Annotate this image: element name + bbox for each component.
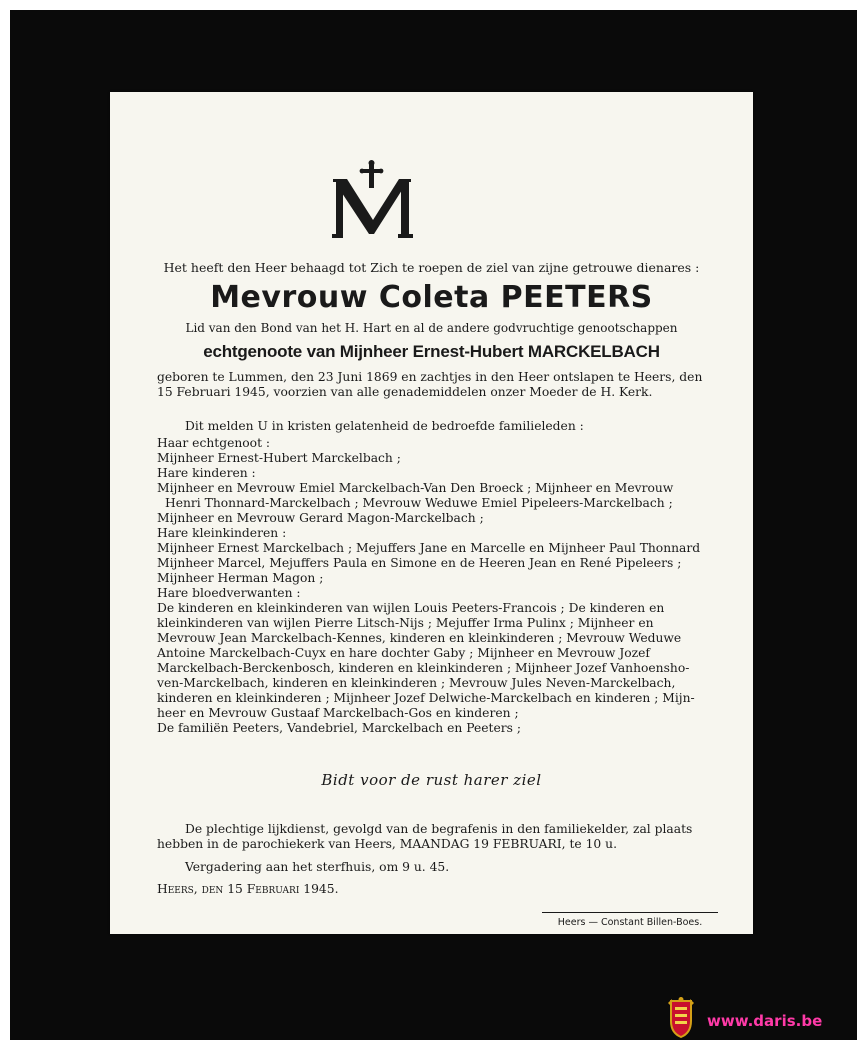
memorial-card xyxy=(110,92,753,934)
children-heading: Hare kinderen : xyxy=(157,466,256,480)
relatives-line: ven-Marckelbach, kinderen en kleinkinderen ; Mevrouw Jules Neven-Marckelbach, xyxy=(157,676,676,690)
relatives-heading: Hare bloedverwanten : xyxy=(157,586,301,600)
prayer-line: Bidt voor de rust harer ziel xyxy=(321,771,542,789)
children-line: Mijnheer en Mevrouw Emiel Marckelbach-Van Den Broeck ; Mijnheer en Mevrouw xyxy=(157,481,674,495)
relatives-line: De familiën Peeters, Vandebriel, Marckelbach en Peeters ; xyxy=(157,721,521,735)
grandchildren-heading: Hare kleinkinderen : xyxy=(157,526,287,540)
family-list xyxy=(157,436,719,736)
membership-text: Lid van den Bond van het H. Hart en al de andere godvruchtige genootschappen xyxy=(185,321,678,335)
gathering-paragraph xyxy=(157,860,719,875)
grandchildren-line: Mijnheer Herman Magon ; xyxy=(157,571,324,585)
signoff-text: Heers, den 15 Februari 1945. xyxy=(157,882,339,896)
bio-paragraph xyxy=(157,370,719,400)
service-line: De plechtige lijkdienst, gevolgd van de begrafenis in den familiekelder, zal plaats xyxy=(185,822,693,836)
spouse-entry: Mijnheer Ernest-Hubert Marckelbach ; xyxy=(157,451,401,465)
service-line: hebben in de parochiekerk van Heers, MAANDAG 19 FEBRUARI, te 10 u. xyxy=(157,837,617,851)
spouse-line: echtgenoote van Mijnheer Ernest-Hubert MARCKELBACH xyxy=(203,342,660,361)
coat-of-arms-icon xyxy=(666,997,696,1039)
relatives-line: De kinderen en kleinkinderen van wijlen Louis Peeters-Francois ; De kinderen en xyxy=(157,601,665,615)
relatives-line: Antoine Marckelbach-Cuyx en hare dochter Gaby ; Mijnheer en Mevrouw Jozef xyxy=(157,646,650,660)
relatives-line: kinderen en kleinkinderen ; Mijnheer Jozef Delwiche-Marckelbach en kinderen ; Mijn- xyxy=(157,691,695,705)
relatives-line: Mevrouw Jean Marckelbach-Kennes, kinderen en kleinkinderen ; Mevrouw Weduwe xyxy=(157,631,682,645)
grandchildren-line: Mijnheer Ernest Marckelbach ; Mejuffers Jane en Marcelle en Mijnheer Paul Thonnard xyxy=(157,541,701,555)
children-line: Henri Thonnard-Marckelbach ; Mevrouw Weduwe Emiel Pipeleers-Marckelbach ; xyxy=(165,496,673,510)
announce-paragraph xyxy=(157,419,719,434)
relatives-line: Marckelbach-Berckenbosch, kinderen en kleinkinderen ; Mijnheer Jozef Vanhoensho- xyxy=(157,661,690,675)
bio-line: 15 Februari 1945, voorzien van alle genademiddelen onzer Moeder de H. Kerk. xyxy=(157,385,653,399)
service-paragraph xyxy=(157,822,719,852)
relatives-line: kleinkinderen van wijlen Pierre Litsch-Nijs ; Mejuffer Irma Pulinx ; Mijnheer en xyxy=(157,616,654,630)
marian-monogram-icon xyxy=(329,160,415,242)
spouse-heading: Haar echtgenoot : xyxy=(157,436,271,450)
gathering-text: Vergadering aan het sterfhuis, om 9 u. 45. xyxy=(185,860,450,874)
grandchildren-line: Mijnheer Marcel, Mejuffers Paula en Simone en de Heeren Jean en René Pipeleers ; xyxy=(157,556,682,570)
bio-line: geboren te Lummen, den 23 Juni 1869 en zachtjes in den Heer ontslapen te Heers, den xyxy=(157,370,703,384)
printer-credit: Heers — Constant Billen-Boes. xyxy=(542,912,718,928)
relatives-line: heer en Mevrouw Gustaaf Marckelbach-Gos en kinderen ; xyxy=(157,706,519,720)
intro-text: Het heeft den Heer behaagd tot Zich te roepen de ziel van zijne getrouwe dienares : xyxy=(163,260,700,275)
site-url-link[interactable]: www.daris.be xyxy=(707,1012,823,1030)
announce-text: Dit melden U in kristen gelatenheid de bedroefde familieleden : xyxy=(185,419,584,433)
children-line: Mijnheer en Mevrouw Gerard Magon-Marckelbach ; xyxy=(157,511,484,525)
signoff-paragraph xyxy=(157,882,719,897)
deceased-name: Mevrouw Coleta PEETERS xyxy=(210,280,653,315)
